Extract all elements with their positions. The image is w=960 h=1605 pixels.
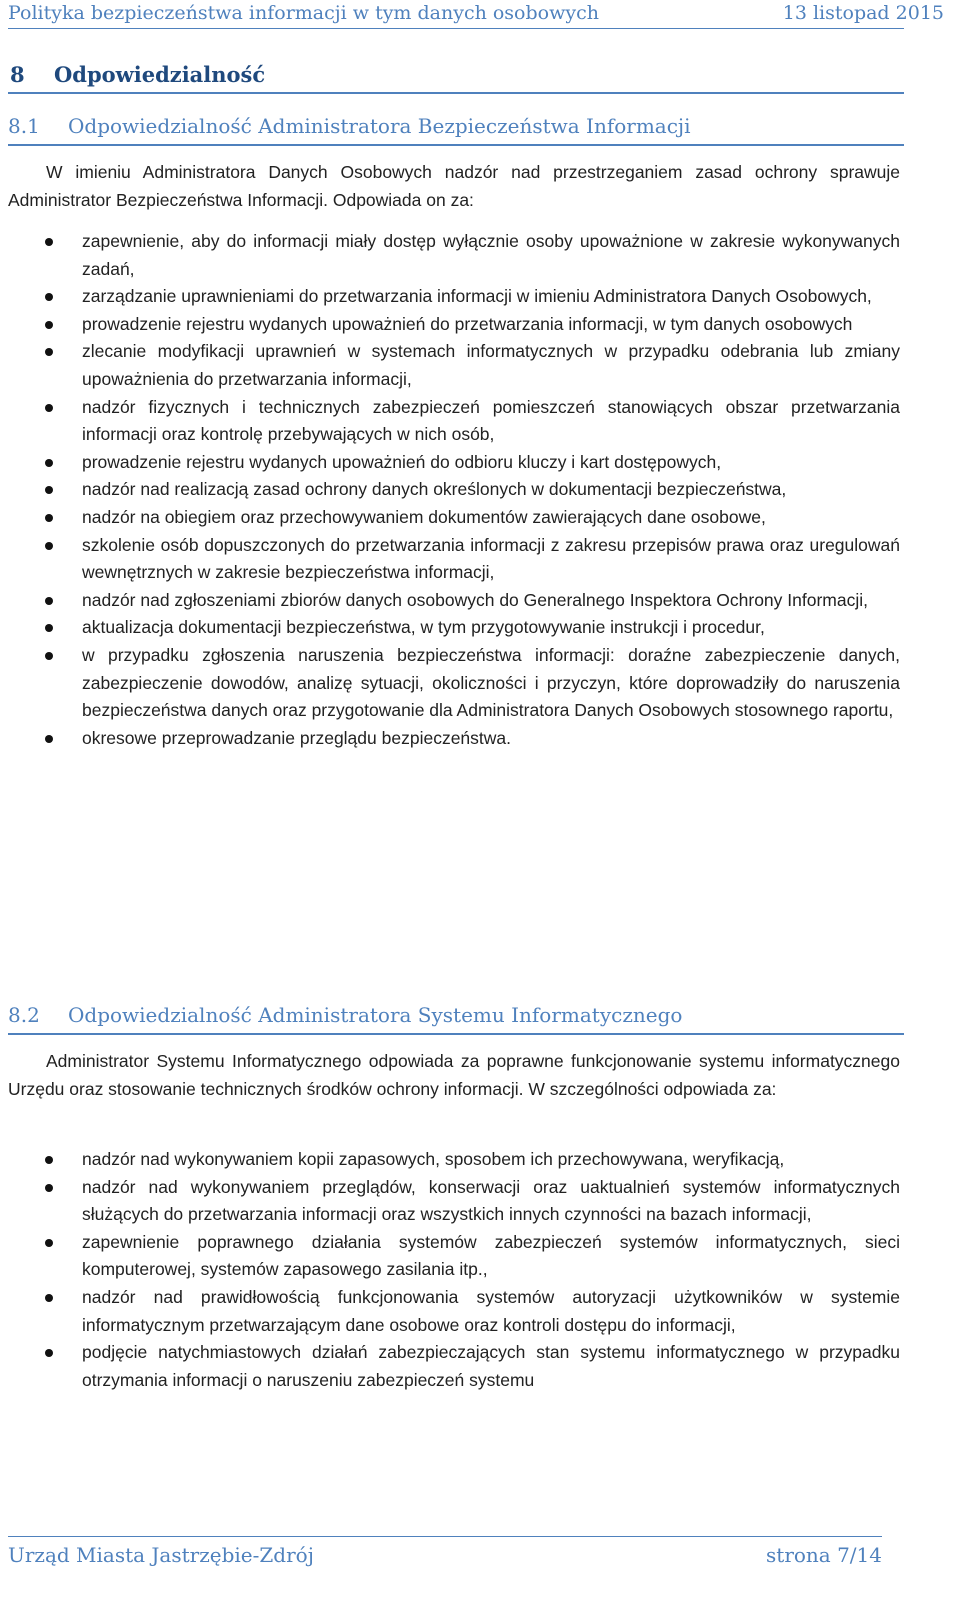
bullet-icon xyxy=(45,238,53,246)
list-item: nadzór nad realizacją zasad ochrony danych określonych w dokumentacji bezpieczeństwa, xyxy=(0,476,900,504)
bullet-icon xyxy=(45,459,53,467)
bullet-icon xyxy=(45,404,53,412)
list-item: nadzór na obiegiem oraz przechowywaniem dokumentów zawierających dane osobowe, xyxy=(0,504,900,532)
list-item: nadzór nad wykonywaniem kopii zapasowych, sposobem ich przechowywana, weryfikacją, xyxy=(0,1146,900,1174)
list-item: nadzór nad wykonywaniem przeglądów, konserwacji oraz uaktualnień systemów informatycznych służących do przetwarzania informacji oraz wszystkich innych czynności na bazach informacji, xyxy=(0,1174,900,1229)
list-item: okresowe przeprowadzanie przeglądu bezpieczeństwa. xyxy=(0,725,900,753)
section-8-number: 8 xyxy=(10,62,25,87)
section-8-1-title: Odpowiedzialność Administratora Bezpieczeństwa Informacji xyxy=(68,114,691,138)
list-item: nadzór nad prawidłowością funkcjonowania systemów autoryzacji użytkowników w systemie informatycznym przetwarzającym dane osobowe oraz kontroli dostępu do informacji, xyxy=(0,1284,900,1339)
list-item: aktualizacja dokumentacji bezpieczeństwa, w tym przygotowywanie instrukcji i procedur, xyxy=(0,614,900,642)
bullet-icon xyxy=(45,597,53,605)
bullet-icon xyxy=(45,348,53,356)
page-header xyxy=(8,0,944,29)
bullet-icon xyxy=(45,1156,53,1164)
list-item: prowadzenie rejestru wydanych upoważnień do przetwarzania informacji, w tym danych osobowych xyxy=(0,311,900,339)
bullet-icon xyxy=(45,735,53,743)
bullet-icon xyxy=(45,1184,53,1192)
list-item: szkolenie osób dopuszczonych do przetwarzania informacji z zakresu przepisów prawa oraz uregulowań wewnętrznych w zakresie bezpieczeństwa informacji, xyxy=(0,532,900,587)
page-footer xyxy=(8,1536,882,1575)
list-item: zapewnienie poprawnego działania systemów zabezpieczeń systemów informatycznych, sieci komputerowej, systemów zapasowego zasilania itp., xyxy=(0,1229,900,1284)
list-item: prowadzenie rejestru wydanych upoważnień do odbioru kluczy i kart dostępowych, xyxy=(0,449,900,477)
bullet-icon xyxy=(45,1239,53,1247)
list-item: zlecanie modyfikacji uprawnień w systemach informatycznych w przypadku odebrania lub zmiany upoważnienia do przetwarzania informacji, xyxy=(0,338,900,393)
list-item: nadzór fizycznych i technicznych zabezpieczeń pomieszczeń stanowiących obszar przetwarzania informacji oraz kontrolę przebywających w nich osób, xyxy=(0,394,900,449)
section-8-2-list xyxy=(0,1146,900,1394)
header-title: Polityka bezpieczeństwa informacji w tym danych osobowych xyxy=(8,2,599,24)
section-8-1-list xyxy=(0,228,900,752)
header-date: 13 listopad 2015 xyxy=(782,2,944,24)
section-8-2-heading xyxy=(8,1003,904,1035)
list-item: nadzór nad zgłoszeniami zbiorów danych osobowych do Generalnego Inspektora Ochrony Informacji, xyxy=(0,587,900,615)
bullet-icon xyxy=(45,321,53,329)
bullet-icon xyxy=(45,514,53,522)
list-item: podjęcie natychmiastowych działań zabezpieczających stan systemu informatycznego w przypadku otrzymania informacji o naruszeniu zabezpieczeń systemu xyxy=(0,1339,900,1394)
section-8-heading xyxy=(8,58,904,94)
section-8-2-intro: Administrator Systemu Informatycznego odpowiada za poprawne funkcjonowanie systemu informatycznego Urzędu oraz stosowanie technicznych środków ochrony informacji. W szczególności odpowiada za: xyxy=(8,1051,900,1099)
bullet-icon xyxy=(45,293,53,301)
list-item: zarządzanie uprawnieniami do przetwarzania informacji w imieniu Administratora Danych Osobowych, xyxy=(0,283,900,311)
bullet-icon xyxy=(45,624,53,632)
section-8-1-heading xyxy=(8,114,904,146)
section-8-2-title: Odpowiedzialność Administratora Systemu Informatycznego xyxy=(68,1003,683,1027)
list-item: zapewnienie, aby do informacji miały dostęp wyłącznie osoby upoważnione w zakresie wykonywanych zadań, xyxy=(0,228,900,283)
footer-page-number: strona 7/14 xyxy=(766,1543,882,1567)
list-item: w przypadku zgłoszenia naruszenia bezpieczeństwa informacji: doraźne zabezpieczenie danych, zabezpieczenie dowodów, analizę sytuacji, okoliczności i przyczyn, które doprowadziły do naruszenia bezpieczeństwa danych oraz przygotowanie dla Administratora Danych Osobowych stosownego raportu, xyxy=(0,642,900,725)
section-8-2-number: 8.2 xyxy=(8,1003,40,1027)
bullet-icon xyxy=(45,542,53,550)
bullet-icon xyxy=(45,1349,53,1357)
section-8-title: Odpowiedzialność xyxy=(54,62,266,87)
section-8-1-number: 8.1 xyxy=(8,114,40,138)
bullet-icon xyxy=(45,652,53,660)
bullet-icon xyxy=(45,486,53,494)
bullet-icon xyxy=(45,1294,53,1302)
section-8-1-intro: W imieniu Administratora Danych Osobowych nadzór nad przestrzeganiem zasad ochrony sprawuje Administrator Bezpieczeństwa Informacji. Odpowiada on za: xyxy=(8,162,900,210)
footer-organization: Urząd Miasta Jastrzębie-Zdrój xyxy=(8,1543,314,1567)
